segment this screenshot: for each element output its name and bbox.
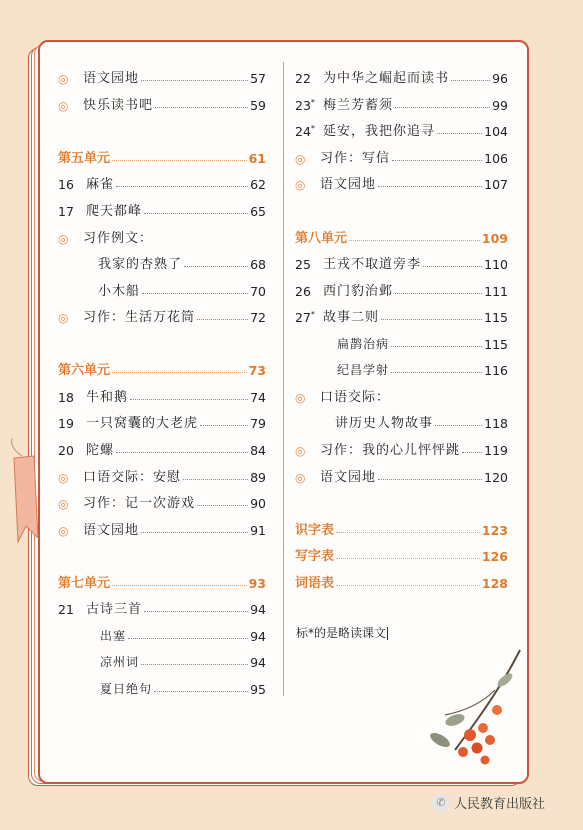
entry-title: 语文园地	[320, 177, 377, 192]
entry-title: 我家的杏熟了	[98, 257, 183, 272]
persimmon-branch-illustration	[425, 640, 535, 790]
dot-leader	[423, 266, 482, 267]
entry-title: 第五单元	[58, 151, 111, 166]
entry-title: 语文园地	[83, 523, 140, 538]
toc-entry	[295, 332, 508, 352]
page-number: 107	[484, 177, 508, 192]
circle-bullet-icon: ◎	[58, 232, 69, 246]
circle-bullet-icon: ◎	[295, 178, 306, 192]
page-number: 57	[250, 71, 266, 86]
entry-title: 麻雀	[86, 177, 115, 192]
toc-entry	[295, 411, 508, 431]
dot-leader	[141, 532, 248, 533]
entry-title: 小木船	[98, 284, 141, 299]
entry-title: 陀螺	[86, 443, 115, 458]
toc-entry	[58, 66, 266, 86]
entry-title: 古诗三首	[86, 602, 143, 617]
toc-unit-heading	[58, 358, 266, 378]
lesson-number	[58, 443, 80, 458]
page-number: 115	[484, 337, 508, 352]
lesson-number-text: 22	[295, 71, 311, 86]
lesson-number	[58, 416, 80, 431]
entry-title: 语文园地	[320, 470, 377, 485]
lesson-number	[58, 390, 80, 405]
lesson-number-text: 23	[295, 98, 311, 113]
page-number: 115	[484, 310, 508, 325]
toc-entry	[295, 93, 508, 113]
entry-title: 口语交际：安慰	[83, 470, 182, 485]
dot-leader	[128, 638, 248, 639]
lesson-number	[295, 284, 317, 299]
entry-title: 词语表	[295, 576, 335, 591]
lesson-number-text: 19	[58, 416, 74, 431]
entry-title: 习作：生活万花筒	[83, 310, 196, 325]
entry-title: 快乐读书吧	[83, 98, 154, 113]
lesson-number-text: 20	[58, 443, 74, 458]
entry-title: 一只窝囊的大老虎	[86, 416, 199, 431]
lesson-number	[295, 71, 317, 86]
page-number: 73	[248, 363, 266, 378]
toc-entry	[295, 172, 508, 192]
toc-entry	[58, 518, 266, 538]
entry-title: 爬天都峰	[86, 204, 143, 219]
toc-unit-heading	[58, 571, 266, 591]
column-divider	[283, 62, 284, 696]
toc-entry	[58, 385, 266, 405]
page-number: 95	[250, 682, 266, 697]
dot-leader	[144, 213, 248, 214]
text-cursor	[387, 627, 388, 640]
toc-entry	[295, 146, 508, 166]
bookmark-ribbon-icon	[8, 438, 40, 548]
toc-entry	[58, 438, 266, 458]
dot-leader	[155, 107, 248, 108]
page-number: 118	[484, 416, 508, 431]
page-number: 79	[250, 416, 266, 431]
dot-leader	[336, 532, 480, 533]
toc-entry	[58, 491, 266, 511]
lesson-number	[295, 310, 317, 325]
toc-unit-heading	[295, 518, 508, 538]
reading-note	[296, 624, 388, 641]
page-number: 116	[484, 363, 508, 378]
dot-leader	[116, 186, 248, 187]
page-number: 94	[250, 655, 266, 670]
page-number: 91	[250, 523, 266, 538]
toc-entry	[58, 199, 266, 219]
page-number: 126	[481, 549, 508, 564]
toc-unit-heading	[295, 226, 508, 246]
dot-leader	[130, 399, 248, 400]
circle-bullet-icon: ◎	[58, 471, 69, 485]
toc-entry	[295, 385, 508, 405]
entry-title: 写字表	[295, 549, 335, 564]
page-number: 123	[481, 523, 508, 538]
page-number: 74	[250, 390, 266, 405]
dot-leader	[336, 585, 480, 586]
page-number: 65	[250, 204, 266, 219]
toc-entry	[58, 411, 266, 431]
dot-leader	[391, 372, 482, 373]
page-number: 120	[484, 470, 508, 485]
entry-title: 习作：记一次游戏	[83, 496, 196, 511]
page-number: 110	[484, 257, 508, 272]
entry-title: 扁鹊治病	[337, 337, 390, 351]
dot-leader	[392, 160, 482, 161]
page-number: 68	[250, 257, 266, 272]
dot-leader	[142, 293, 248, 294]
entry-title: 第六单元	[58, 363, 111, 378]
toc-entry	[295, 358, 508, 378]
toc-entry	[58, 677, 266, 697]
entry-title: 习作例文：	[83, 231, 154, 246]
lesson-number	[295, 98, 317, 113]
dot-leader	[183, 479, 248, 480]
toc-entry	[58, 624, 266, 644]
lesson-number-text: 25	[295, 257, 311, 272]
lesson-number-text: 24	[295, 124, 311, 139]
dot-leader	[197, 505, 248, 506]
toc-entry	[58, 597, 266, 617]
entry-title: 纪昌学射	[337, 363, 390, 377]
page-number: 62	[250, 177, 266, 192]
lesson-number	[58, 602, 80, 617]
entry-title: 习作：写信	[320, 151, 391, 166]
dot-leader	[381, 319, 482, 320]
lesson-number	[295, 124, 317, 139]
entry-title: 故事二则	[323, 310, 380, 325]
page-number: 70	[250, 284, 266, 299]
toc-unit-heading	[295, 571, 508, 591]
entry-title: 第八单元	[295, 231, 348, 246]
lesson-number-text: 27	[295, 310, 311, 325]
toc-entry	[295, 438, 508, 458]
dot-leader	[336, 558, 480, 559]
dot-leader	[184, 266, 248, 267]
entry-title: 西门豹治邺	[323, 284, 394, 299]
dot-leader	[141, 664, 248, 665]
lesson-number	[295, 257, 317, 272]
dot-leader	[112, 585, 247, 586]
entry-title: 王戎不取道旁李	[323, 257, 422, 272]
lesson-number	[58, 204, 80, 219]
circle-bullet-icon: ◎	[295, 391, 306, 405]
toc-entry	[58, 252, 266, 272]
entry-title: 第七单元	[58, 576, 111, 591]
toc-entry	[295, 465, 508, 485]
page-number: 119	[484, 443, 508, 458]
dot-leader	[391, 346, 482, 347]
optional-reading-star: *	[310, 123, 315, 133]
dot-leader	[116, 452, 248, 453]
lesson-number-text: 21	[58, 602, 74, 617]
toc-entry	[58, 172, 266, 192]
dot-leader	[395, 293, 482, 294]
dot-leader	[144, 611, 248, 612]
page-number: 111	[484, 284, 508, 299]
entry-title: 讲历史人物故事	[335, 416, 434, 431]
page-number: 96	[492, 71, 508, 86]
circle-bullet-icon: ◎	[58, 497, 69, 511]
dot-leader	[462, 452, 482, 453]
dot-leader	[378, 479, 482, 480]
entry-title: 延安，我把你追寻	[323, 124, 436, 139]
toc-entry	[295, 279, 508, 299]
dot-leader	[112, 160, 247, 161]
toc-entry	[295, 252, 508, 272]
dot-leader	[437, 133, 482, 134]
watermark	[432, 793, 545, 812]
toc-unit-heading	[295, 544, 508, 564]
circle-bullet-icon: ◎	[295, 444, 306, 458]
optional-reading-star: *	[310, 97, 315, 107]
entry-title: 语文园地	[83, 71, 140, 86]
toc-entry	[58, 279, 266, 299]
circle-bullet-icon: ◎	[295, 152, 306, 166]
lesson-number-text: 16	[58, 177, 74, 192]
toc-entry	[58, 93, 266, 113]
page-number: 90	[250, 496, 266, 511]
dot-leader	[112, 372, 247, 373]
circle-bullet-icon: ◎	[58, 72, 69, 86]
page-number: 89	[250, 470, 266, 485]
dot-leader	[349, 240, 480, 241]
entry-title: 识字表	[295, 523, 335, 538]
page-number: 94	[250, 602, 266, 617]
toc-entry	[58, 226, 266, 246]
entry-title: 出塞	[100, 629, 127, 643]
toc-entry	[58, 305, 266, 325]
toc-entry	[58, 650, 266, 670]
toc-entry	[58, 465, 266, 485]
page-number: 93	[248, 576, 266, 591]
dot-leader	[435, 425, 482, 426]
dot-leader	[378, 186, 482, 187]
page-number: 59	[250, 98, 266, 113]
dot-leader	[451, 80, 490, 81]
watermark-text: 人民教育出版社	[454, 797, 546, 812]
lesson-number-text: 18	[58, 390, 74, 405]
dot-leader	[154, 691, 248, 692]
optional-reading-star: *	[310, 309, 315, 319]
page-number: 104	[484, 124, 508, 139]
page-number: 99	[492, 98, 508, 113]
wechat-icon: ✆	[432, 794, 450, 812]
dot-leader	[141, 80, 248, 81]
page-number: 72	[250, 310, 266, 325]
dot-leader	[200, 425, 248, 426]
lesson-number-text: 17	[58, 204, 74, 219]
circle-bullet-icon: ◎	[58, 311, 69, 325]
entry-title: 为中华之崛起而读书	[323, 71, 450, 86]
page-number: 61	[248, 151, 266, 166]
dot-leader	[197, 319, 248, 320]
entry-title: 习作：我的心儿怦怦跳	[320, 443, 461, 458]
toc-entry	[295, 305, 508, 325]
toc-unit-heading	[58, 146, 266, 166]
lesson-number-text: 26	[295, 284, 311, 299]
circle-bullet-icon: ◎	[58, 524, 69, 538]
circle-bullet-icon: ◎	[295, 471, 306, 485]
page-number: 106	[484, 151, 508, 166]
page-number: 84	[250, 443, 266, 458]
toc-entry	[295, 119, 508, 139]
entry-title: 夏日绝句	[100, 682, 153, 696]
page-number: 94	[250, 629, 266, 644]
entry-title: 牛和鹅	[86, 390, 129, 405]
reading-note-text: 标*的是略读课文	[296, 626, 387, 640]
toc-entry	[295, 66, 508, 86]
page-number: 109	[481, 231, 508, 246]
dot-leader	[395, 107, 490, 108]
entry-title: 凉州词	[100, 655, 140, 669]
page-number: 128	[481, 576, 508, 591]
entry-title: 梅兰芳蓄须	[323, 98, 394, 113]
lesson-number	[58, 177, 80, 192]
circle-bullet-icon: ◎	[58, 99, 69, 113]
entry-title: 口语交际：	[320, 390, 391, 405]
